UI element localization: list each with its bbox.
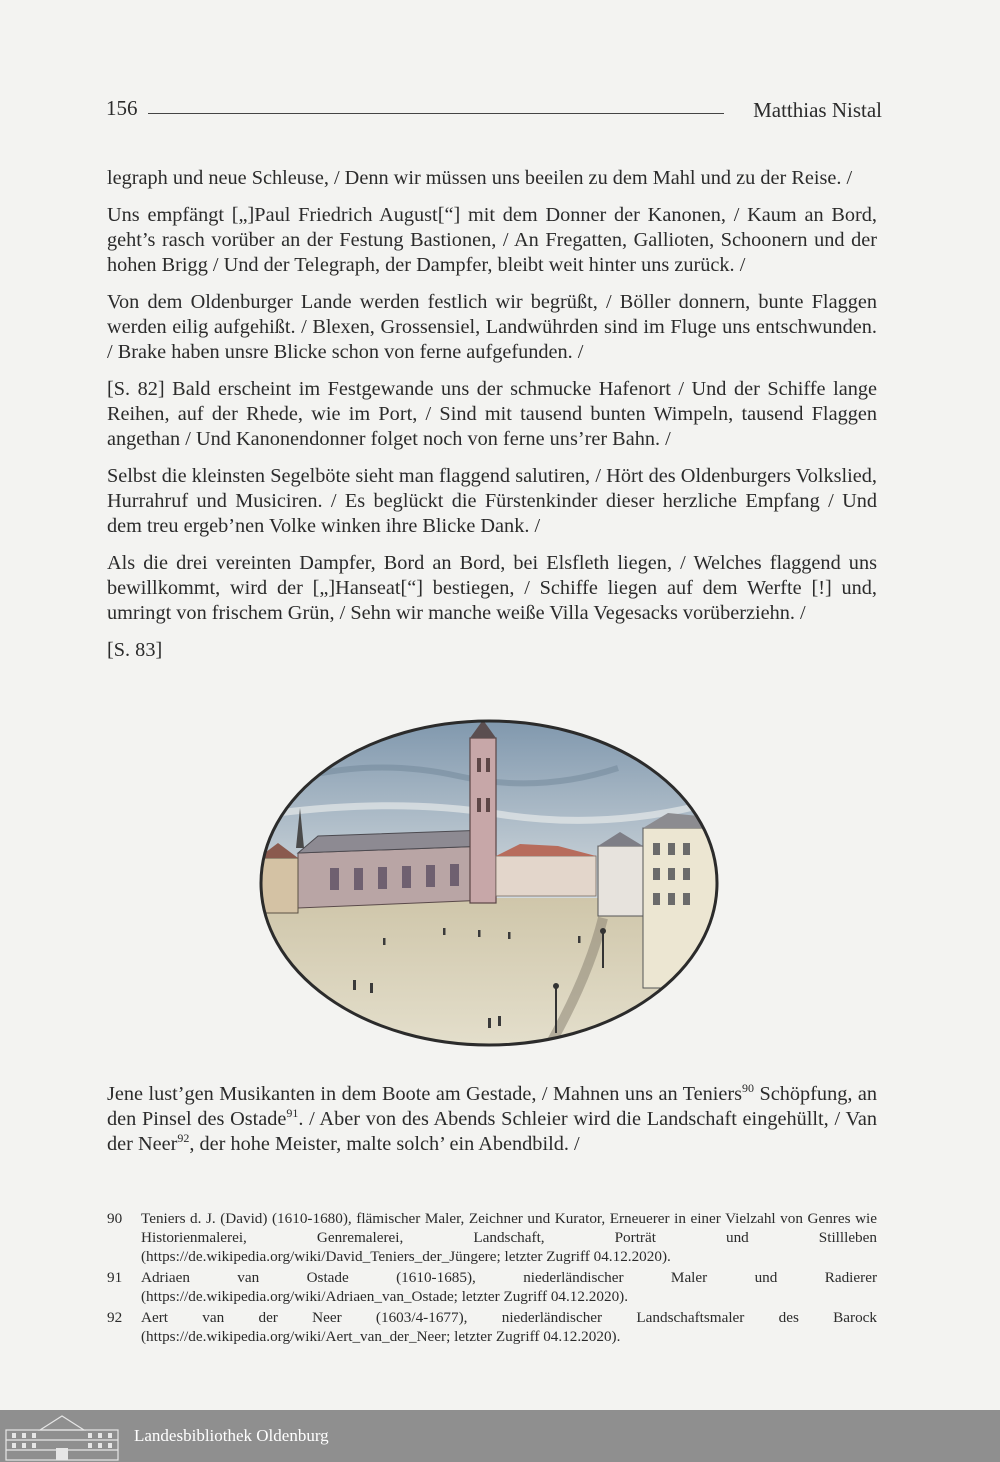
footnote-text: Aert van der Neer (1603/4-1677), niederländischer Landschaftsmaler des Barock (https://de.wikipedia.org/wiki/Aert_van_der_Neer; letzter Zugriff 04.12.2020).	[141, 1309, 877, 1345]
paragraph: Uns empfängt [„]Paul Friedrich August[“] mit dem Donner der Kanonen, / Kaum an Bord, geht’s rasch vorüber an der Festung Bastionen, / An Fregatten, Gallioten, Schoonern und der hohen Brigg / Und der Telegraph, der Dampfer, bleibt weit hinter uns zurück. /	[107, 204, 877, 276]
running-header	[106, 96, 882, 126]
footnote-ref-92: 92	[177, 1131, 190, 1145]
footnote-ref-91: 91	[286, 1106, 299, 1120]
library-building-logo	[0, 1412, 124, 1462]
footnote-number: 90	[107, 1210, 123, 1227]
text-run: Schöpfung, an den Pinsel des Ostade	[107, 1083, 877, 1130]
oval-town-square-illustration	[258, 718, 720, 1048]
library-name: Landesbibliothek Oldenburg	[134, 1426, 329, 1445]
paragraph: Selbst die kleinsten Segelböte sieht man flaggend salutiren, / Hört des Oldenburgers Volkslied, Hurrahruf und Musiciren. / Es beglückt die Fürstenkinder dieser herzliche Empfang / Und dem treu ergeb’nen Volke winken ihre Blicke Dank. /	[107, 465, 877, 537]
paragraph: Als die drei vereinten Dampfer, Bord an Bord, bei Elsfleth liegen, / Welches flaggend uns bewillkommt, wird der [„]Hanseat[“] bestiegen, / Schiffe liegen auf dem Werfte [!] und, umringt von frischem Grün, / Sehn wir manche weiße Villa Vegesacks vorüberziehn. /	[107, 552, 877, 624]
poem-text	[107, 166, 877, 675]
text-run: Jene lust’gen Musikanten in dem Boote am Gestade, / Mahnen uns an Teniers	[107, 1083, 743, 1105]
footnotes	[107, 1209, 877, 1348]
page-reference: [S. 83]	[107, 639, 163, 661]
header-rule	[148, 113, 724, 114]
footnote-text: Teniers d. J. (David) (1610-1680), flämischer Maler, Zeichner und Kurator, Erneuerer in einer Vielzahl von Genres wie Historienmalerei, Genremalerei, Landschaft, Porträt und Stillleben (https://de.wikipedia.org/wiki/David_Teniers_der_Jüngere; letzter Zugriff 04.12.2020).	[141, 1210, 877, 1265]
paragraph	[107, 1082, 877, 1157]
closing-paragraph	[107, 1082, 877, 1157]
footnote-number: 91	[107, 1269, 123, 1286]
library-footer-bar	[0, 1410, 1000, 1462]
paragraph: [S. 82] Bald erscheint im Festgewande uns der schmucke Hafenort / Und der Schiffe lange Reihen, auf der Rhede, wie im Port, / Sind mit tausend bunten Wimpeln, tausend Flaggen angethan / Und Kanonendonner folget noch von ferne uns’rer Bahn. /	[107, 378, 877, 450]
footnote	[107, 1308, 877, 1346]
paragraph: legraph und neue Schleuse, / Denn wir müssen uns beeilen zu dem Mahl und zu der Reise. /	[107, 167, 853, 189]
paragraph: Von dem Oldenburger Lande werden festlich wir begrüßt, / Böller donnern, bunte Flaggen werden eilig aufgehißt. / Blexen, Grossensiel, Landwührden sind im Fluge uns entschwunden. / Brake haben unsre Blicke schon von ferne aufgefunden. /	[107, 291, 877, 363]
text-run: , der hohe Meister, malte solch’ ein Abendbild. /	[189, 1133, 580, 1155]
page-number: 156	[106, 96, 138, 120]
footnote-number: 92	[107, 1309, 123, 1326]
footnote-text: Adriaen van Ostade (1610-1685), niederländischer Maler und Radierer (https://de.wikipedia.org/wiki/Adriaen_van_Ostade; letzter Zugriff 04.12.2020).	[141, 1269, 877, 1305]
running-head-author: Matthias Nistal	[753, 98, 882, 122]
footnote	[107, 1209, 877, 1266]
footnote	[107, 1268, 877, 1306]
text-run: . / Aber von des Abends Schleier wird die Landschaft eingehüllt, / Van der Neer	[107, 1108, 877, 1155]
footnote-ref-90: 90	[742, 1081, 755, 1095]
